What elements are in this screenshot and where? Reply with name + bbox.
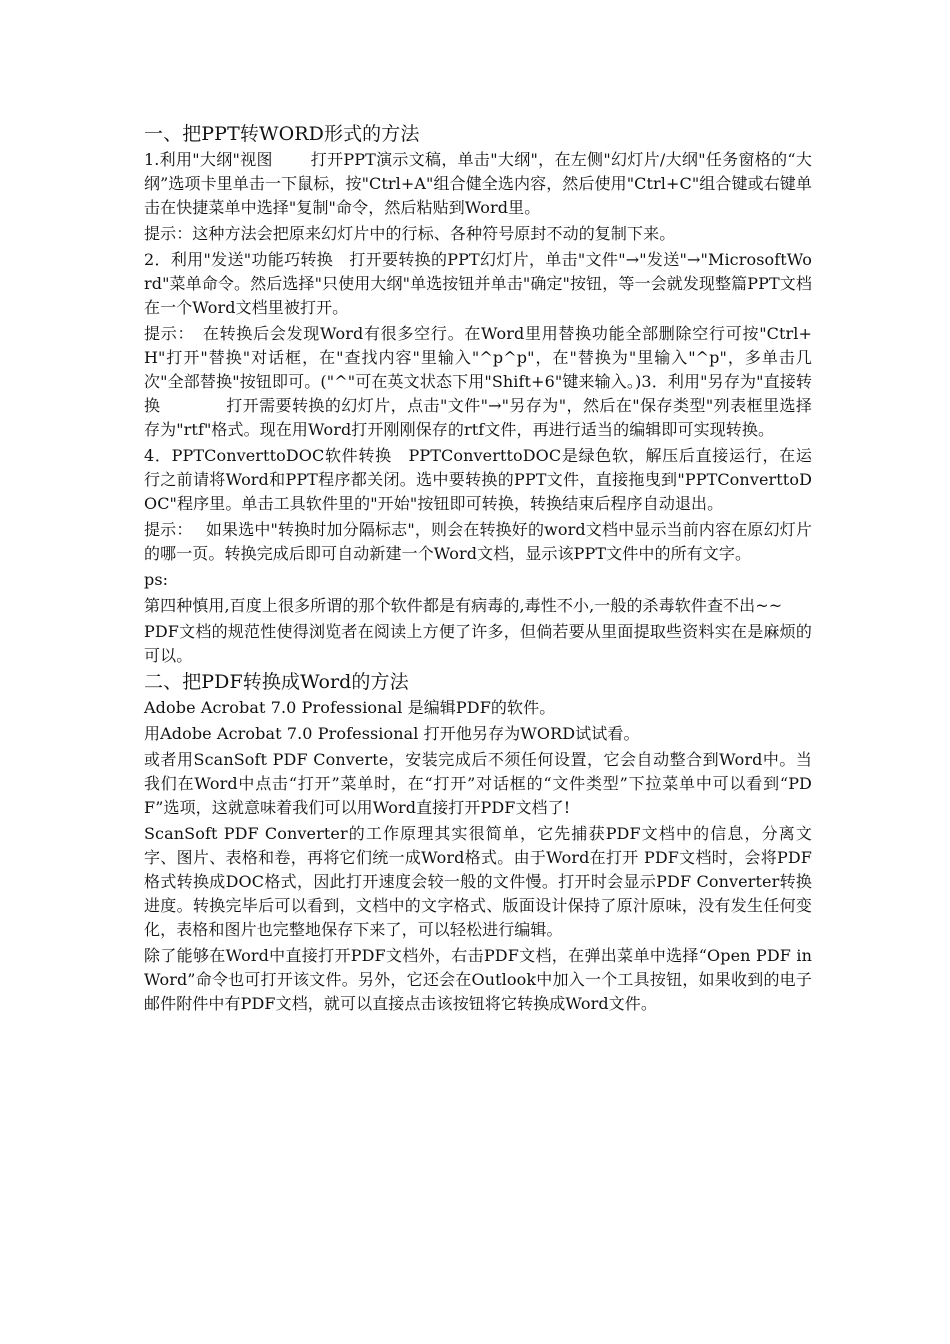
section-1-paragraph-6: 提示： 如果选中"转换时加分隔标志"，则会在转换好的word文档中显示当前内容在原幻灯片的哪一页。转换完成后即可自动新建一个Word文档，显示该PPT文件中的所有文字。 — [144, 520, 812, 563]
section-1-paragraph-3: 2．利用"发送"功能巧转换 打开要转换的PPT幻灯片，单击"文件"→"发送"→"MicrosoftWord"菜单命令。然后选择"只使用大纲"单选按钮并单击"确定"按钮，等一会就发现整篇PPT文档在一个Word文档里被打开。 — [144, 250, 812, 317]
section-1-paragraph-9: PDF文档的规范性使得浏览者在阅读上方便了许多，但倘若要从里面提取些资料实在是麻烦的可以。 — [144, 622, 812, 665]
section-1-paragraph-7: ps: — [144, 570, 169, 589]
section-1-paragraph-2: 提示：这种方法会把原来幻灯片中的行标、各种符号原封不动的复制下来。 — [144, 224, 676, 243]
section-2-paragraph-2: 用Adobe Acrobat 7.0 Professional 打开他另存为WORD试试看。 — [144, 724, 640, 743]
section-2-title: 二、把PDF转换成Word的方法 — [144, 671, 409, 693]
section-1-paragraph-4: 提示： 在转换后会发现Word有很多空行。在Word里用替换功能全部删除空行可按"Ctrl+H"打开"替换"对话框，在"查找内容"里输入"^p^p"，在"替换为"里输入"^p"，多单击几次"全部替换"按钮即可。("^"可在英文状态下用"Shift+6"键来输入。)3．利用"另存为"直接转换 打开需要转换的幻灯片，点击"文件"→"另存为"，然后在"保存类型"列表框里选择存为"rtf"格式。现在用Word打开刚刚保存的rtf文件，再进行适当的编辑即可实现转换。 — [144, 324, 812, 439]
section-2-paragraph-4: ScanSoft PDF Converter的工作原理其实很简单，它先捕获PDF文档中的信息，分离文字、图片、表格和卷，再将它们统一成Word格式。由于Word在打开 PDF文档时，会将PDF格式转换成DOC格式，因此打开速度会较一般的文件慢。打开时会显示PDF Converter转换进度。转换完毕后可以看到，文档中的文字格式、版面设计保持了原汁原味，没有发生任何变化，表格和图片也完整地保存下来了，可以轻松进行编辑。 — [144, 824, 812, 939]
section-2-paragraph-5: 除了能够在Word中直接打开PDF文档外，右击PDF文档，在弹出菜单中选择“Open PDF in Word”命令也可打开该文件。另外，它还会在Outlook中加入一个工具按钮，如果收到的电子邮件附件中有PDF文档，就可以直接点击该按钮将它转换成Word文件。 — [144, 946, 812, 1013]
section-1-paragraph-8: 第四种慎用,百度上很多所谓的那个软件都是有病毒的,毒性不小,一般的杀毒软件查不出~~ — [144, 596, 783, 615]
section-2-paragraph-1: Adobe Acrobat 7.0 Professional 是编辑PDF的软件。 — [144, 698, 556, 717]
section-1-paragraph-1: 1.利用"大纲"视图 打开PPT演示文稿，单击"大纲"，在左侧"幻灯片/大纲"任务窗格的“大纲”选项卡里单击一下鼠标，按"Ctrl+A"组合健全选内容，然后使用"Ctrl+C"组合键或右键单击在快捷菜单中选择"复制"命令，然后粘贴到Word里。 — [144, 150, 813, 217]
section-1-paragraph-5: 4．PPTConverttoDOC软件转换 PPTConverttoDOC是绿色软，解压后直接运行，在运行之前请将Word和PPT程序都关闭。选中要转换的PPT文件，直接拖曳到"PPTConverttoDOC"程序里。单击工具软件里的"开始"按钮即可转换，转换结束后程序自动退出。 — [144, 446, 812, 513]
section-1-title: 一、把PPT转WORD形式的方法 — [144, 123, 420, 145]
document-body — [144, 120, 812, 1016]
section-2-paragraph-3: 或者用ScanSoft PDF Converte，安装完成后不须任何设置，它会自动整合到Word中。当我们在Word中点击“打开”菜单时，在“打开”对话框的“文件类型”下拉菜单中可以看到“PDF”选项，这就意味着我们可以用Word直接打开PDF文档了! — [144, 750, 812, 817]
